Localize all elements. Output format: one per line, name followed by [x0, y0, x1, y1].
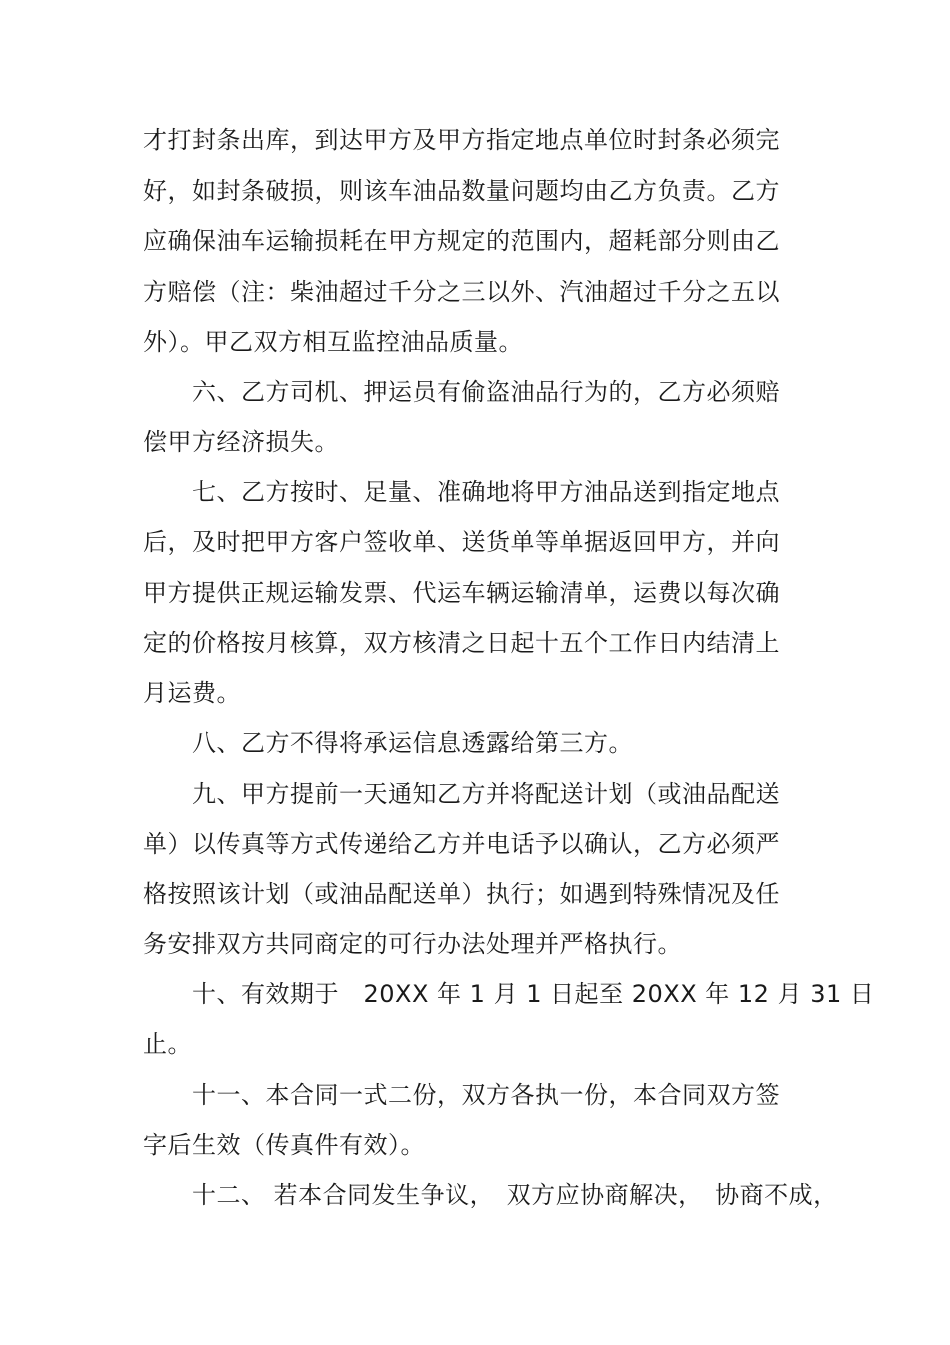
body-text-line: 务安排双方共同商定的可行办法处理并严格执行。 — [143, 930, 682, 958]
body-text-line: 单）以传真等方式传递给乙方并电话予以确认，乙方必须严 — [143, 830, 780, 858]
clause-eight-line: 八、乙方不得将承运信息透露给第三方。 — [192, 729, 633, 757]
clause-ten-line: 十、有效期于 20XX 年 1 月 1 日起至 20XX 年 12 月 31 日 — [192, 980, 875, 1008]
clause-seven-line: 七、乙方按时、足量、准确地将甲方油品送到指定地点 — [192, 478, 780, 506]
body-text-line: 甲方提供正规运输发票、代运车辆运输清单，运费以每次确 — [143, 579, 780, 607]
body-text-line: 应确保油车运输损耗在甲方规定的范围内，超耗部分则由乙 — [143, 227, 780, 255]
body-text-line: 后，及时把甲方客户签收单、送货单等单据返回甲方，并向 — [143, 528, 780, 556]
clause-six-line: 六、乙方司机、押运员有偷盗油品行为的，乙方必须赔 — [192, 378, 780, 406]
body-text-line: 止。 — [143, 1030, 192, 1058]
body-text-line: 定的价格按月核算，双方核清之日起十五个工作日内结清上 — [143, 629, 780, 657]
body-text-line: 方赔偿（注：柴油超过千分之三以外、汽油超过千分之五以 — [143, 278, 780, 306]
body-text-line: 偿甲方经济损失。 — [143, 428, 339, 456]
clause-twelve-line: 十二、 若本合同发生争议， 双方应协商解决， 协商不成， — [192, 1181, 838, 1209]
clause-nine-line: 九、甲方提前一天通知乙方并将配送计划（或油品配送 — [192, 780, 780, 808]
body-text-line: 外）。甲乙双方相互监控油品质量。 — [143, 328, 523, 356]
body-text-line: 好，如封条破损，则该车油品数量问题均由乙方负责。乙方 — [143, 177, 780, 205]
clause-eleven-line: 十一、本合同一式二份，双方各执一份，本合同双方签 — [192, 1081, 780, 1109]
body-text-line: 格按照该计划（或油品配送单）执行；如遇到特殊情况及任 — [143, 880, 780, 908]
body-text-line: 才打封条出库，到达甲方及甲方指定地点单位时封条必须完 — [143, 126, 780, 154]
body-text-line: 月运费。 — [143, 679, 241, 707]
body-text-line: 字后生效（传真件有效）。 — [143, 1131, 425, 1159]
